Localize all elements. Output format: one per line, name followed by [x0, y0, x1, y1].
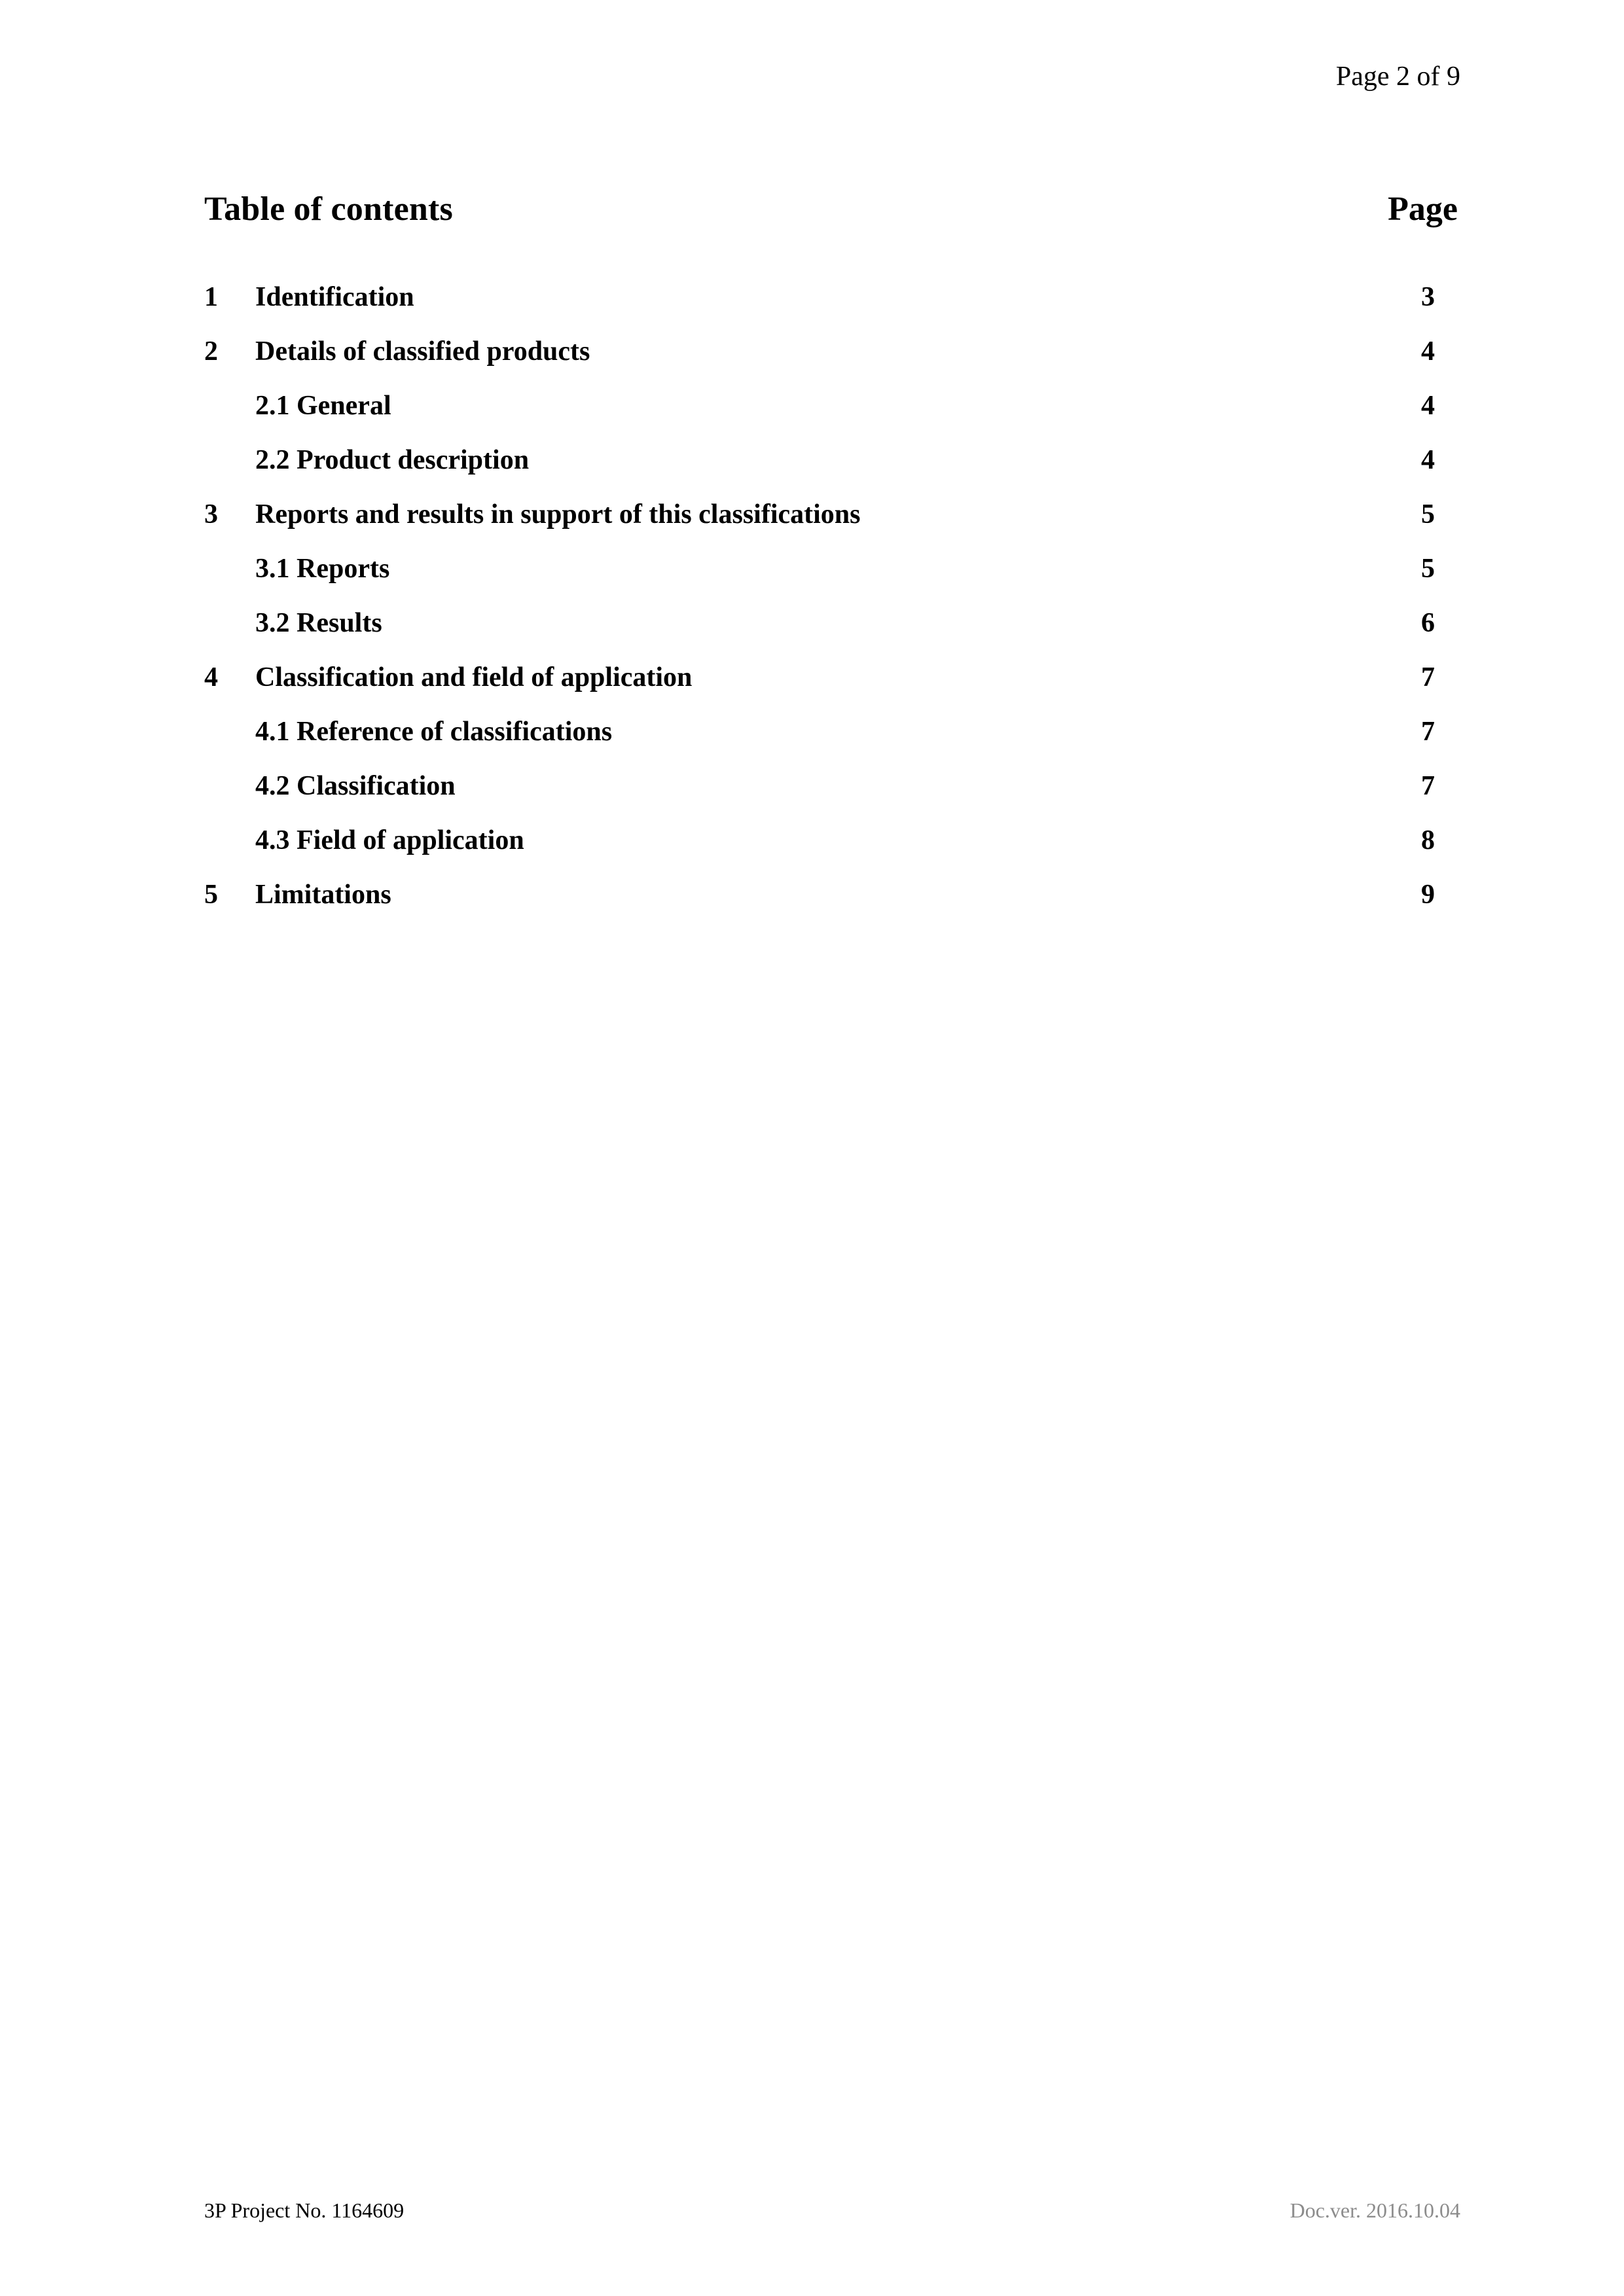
toc-entry-page: 6: [1421, 608, 1435, 638]
toc-entry-label: Reports and results in support of this classifications: [255, 499, 861, 529]
toc-entry-4-3[interactable]: [204, 825, 1460, 879]
toc-entry-page: 9: [1421, 880, 1435, 910]
toc-entries: [204, 281, 1460, 933]
toc-entry-4[interactable]: [204, 662, 1460, 716]
toc-entry-label: 2.1 General: [255, 391, 391, 421]
toc-entry-number: 1: [204, 282, 218, 312]
toc-entry-3-1[interactable]: [204, 553, 1460, 607]
toc-header: [204, 190, 1460, 228]
toc-entry-label: 2.2 Product description: [255, 445, 530, 475]
toc-entry-label: 4.3 Field of application: [255, 825, 524, 855]
toc-entry-page: 4: [1421, 391, 1435, 421]
toc-entry-number: 3: [204, 499, 218, 529]
toc-entry-page: 7: [1421, 771, 1435, 801]
footer-project-number: 3P Project No. 1164609: [204, 2198, 405, 2222]
toc-entry-label: Limitations: [255, 880, 391, 910]
toc-entry-page: 4: [1421, 336, 1435, 367]
toc-entry-label: 4.2 Classification: [255, 771, 456, 801]
footer-doc-version: Doc.ver. 2016.10.04: [1290, 2198, 1460, 2222]
toc-entry-label: 3.1 Reports: [255, 554, 390, 584]
toc-entry-label: 3.2 Results: [255, 608, 382, 638]
toc-entry-label: Identification: [255, 282, 414, 312]
toc-entry-number: 4: [204, 662, 218, 692]
page-footer: [204, 2198, 1460, 2223]
toc-entry-2-1[interactable]: [204, 390, 1460, 444]
page-title: Table of contents: [204, 190, 453, 228]
toc-entry-page: 5: [1421, 499, 1435, 529]
toc-entry-page: 7: [1421, 662, 1435, 692]
page-indicator: Page 2 of 9: [1335, 62, 1460, 92]
toc-entry-number: 2: [204, 336, 218, 367]
toc-entry-3-2[interactable]: [204, 607, 1460, 662]
toc-entry-2-2[interactable]: [204, 444, 1460, 499]
toc-entry-page: 3: [1421, 282, 1435, 312]
toc-entry-1[interactable]: [204, 281, 1460, 336]
toc-entry-label: 4.1 Reference of classifications: [255, 717, 613, 747]
toc-entry-page: 5: [1421, 554, 1435, 584]
toc-entry-label: Details of classified products: [255, 336, 590, 367]
toc-entry-page: 4: [1421, 445, 1435, 475]
toc-entry-5[interactable]: [204, 879, 1460, 933]
toc-page-column-header: Page: [1388, 190, 1458, 228]
toc-entry-4-1[interactable]: [204, 716, 1460, 770]
toc-entry-2[interactable]: [204, 336, 1460, 390]
toc-entry-number: 5: [204, 880, 218, 910]
toc-entry-label: Classification and field of application: [255, 662, 693, 692]
toc-entry-page: 7: [1421, 717, 1435, 747]
toc-entry-3[interactable]: [204, 499, 1460, 553]
toc-entry-page: 8: [1421, 825, 1435, 855]
toc-entry-4-2[interactable]: [204, 770, 1460, 825]
